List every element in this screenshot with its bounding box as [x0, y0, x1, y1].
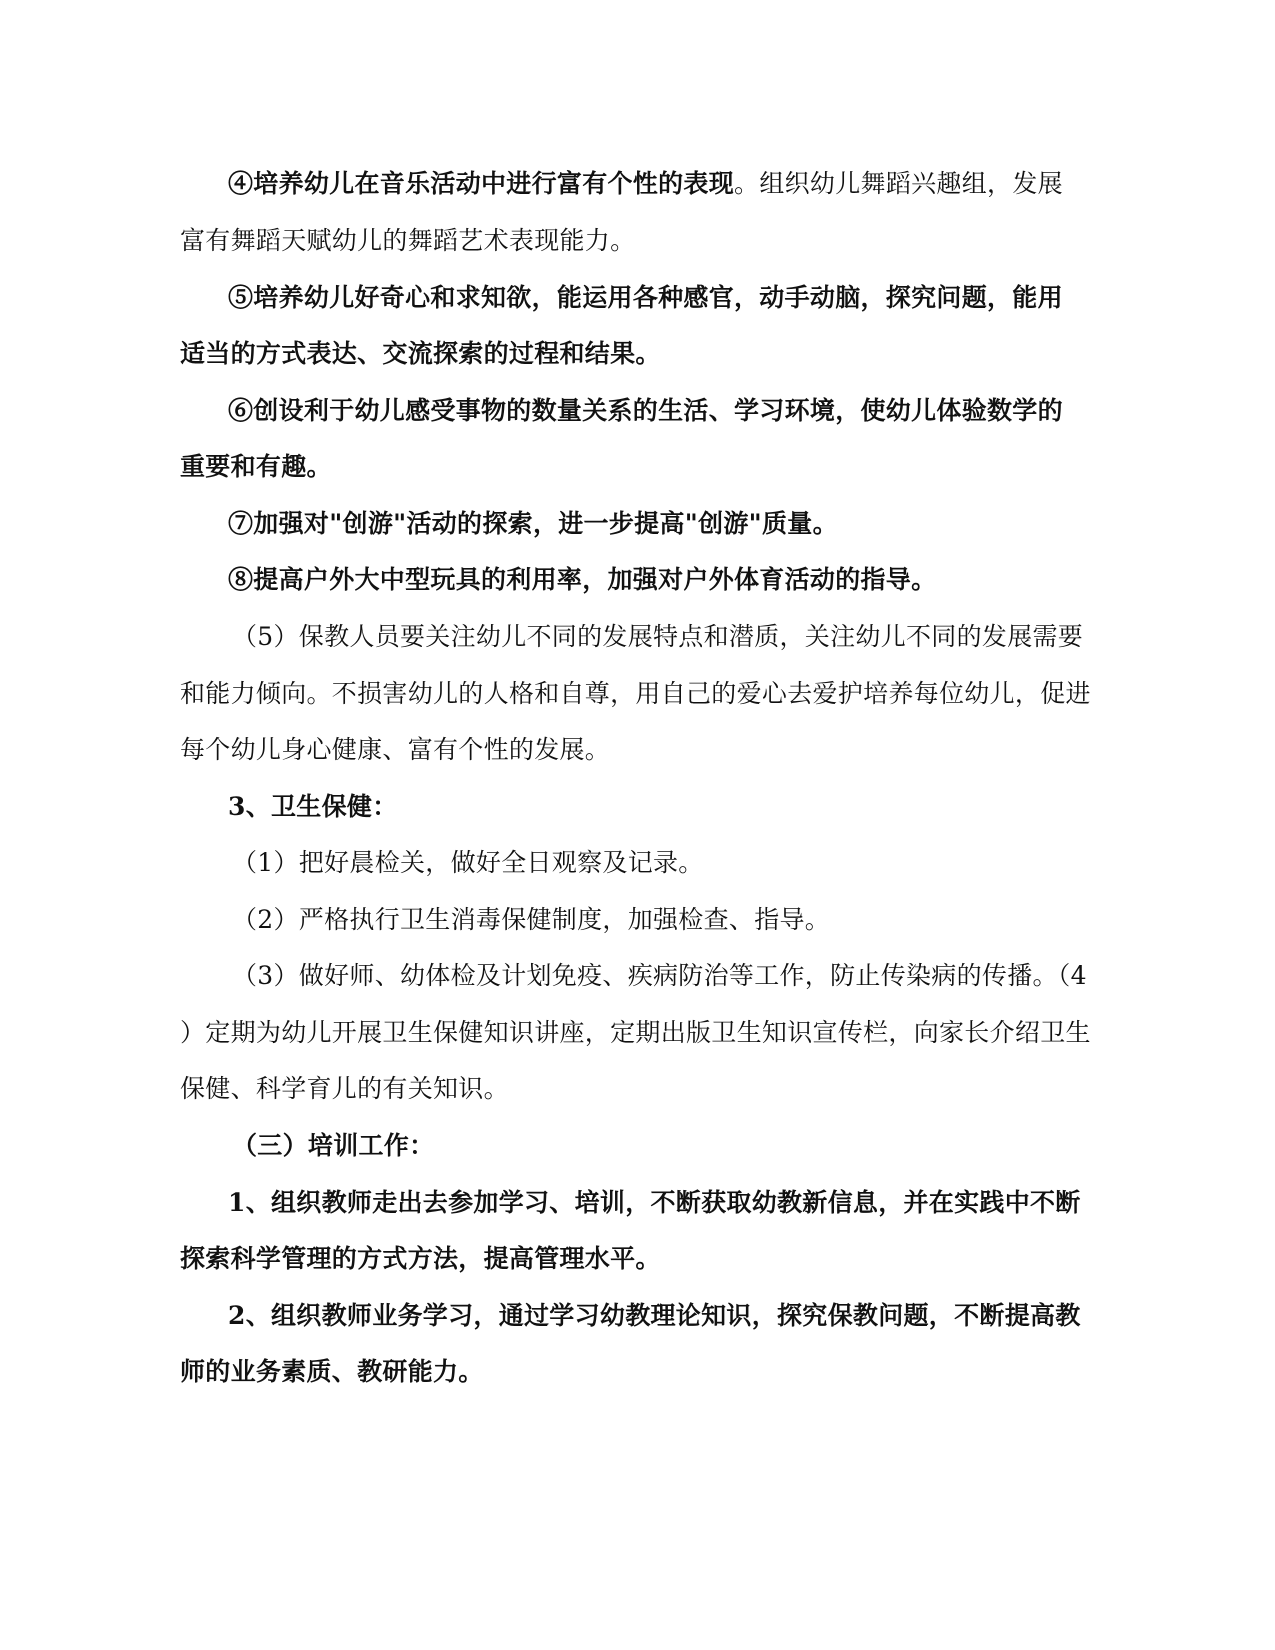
section3-p1: （1）把好晨检关，做好全日观察及记录。 [232, 848, 704, 877]
para5-line3: 每个幼儿身心健康、富有个性的发展。 [180, 735, 611, 764]
section3-heading: 3、卫生保健： [228, 792, 398, 821]
para5-line2: 和能力倾向。不损害幼儿的人格和自尊，用自己的爱心去爱护培养每位幼儿，促进 [180, 679, 1091, 708]
item5-line1: ⑤培养幼儿好奇心和求知欲，能运用各种感官，动手动脑，探究问题，能用 [228, 283, 1063, 312]
item5-line2: 适当的方式表达、交流探索的过程和结果。 [180, 339, 661, 368]
item4-line1 [228, 168, 1063, 200]
section3-p2: （2）严格执行卫生消毒保健制度，加强检查、指导。 [232, 905, 831, 934]
item4-rest-text: 。组织幼儿舞蹈兴趣组，发展 [734, 169, 1063, 198]
training-p1-line1: 1、组织教师走出去参加学习、培训，不断获取幼教新信息，并在实践中不断 [228, 1188, 1081, 1217]
training-p1-line2: 探索科学管理的方式方法，提高管理水平。 [180, 1244, 661, 1273]
item6-line2: 重要和有趣。 [180, 452, 332, 481]
item4-bold-text: ④培养幼儿在音乐活动中进行富有个性的表现 [228, 169, 735, 198]
section3-p3-line2: ）定期为幼儿开展卫生保健知识讲座，定期出版卫生知识宣传栏，向家长介绍卫生 [180, 1018, 1091, 1047]
training-heading: （三）培训工作： [232, 1131, 435, 1160]
section3-p3-line1: （3）做好师、幼体检及计划免疫、疾病防治等工作，防止传染病的传播。（4 [232, 961, 1087, 990]
para5-line1: （5）保教人员要关注幼儿不同的发展特点和潜质，关注幼儿不同的发展需要 [232, 622, 1084, 651]
item7-line1: ⑦加强对"创游"活动的探索，进一步提高"创游"质量。 [228, 509, 838, 538]
training-p2-line2: 师的业务素质、教研能力。 [180, 1357, 484, 1386]
section3-p3-line3: 保健、科学育儿的有关知识。 [180, 1074, 509, 1103]
item8-line1: ⑧提高户外大中型玩具的利用率，加强对户外体育活动的指导。 [228, 565, 937, 594]
training-p2-line1: 2、组织教师业务学习，通过学习幼教理论知识，探究保教问题，不断提高教 [228, 1301, 1081, 1330]
item6-line1: ⑥创设利于幼儿感受事物的数量关系的生活、学习环境，使幼儿体验数学的 [228, 396, 1063, 425]
item4-line2: 富有舞蹈天赋幼儿的舞蹈艺术表现能力。 [180, 226, 636, 255]
